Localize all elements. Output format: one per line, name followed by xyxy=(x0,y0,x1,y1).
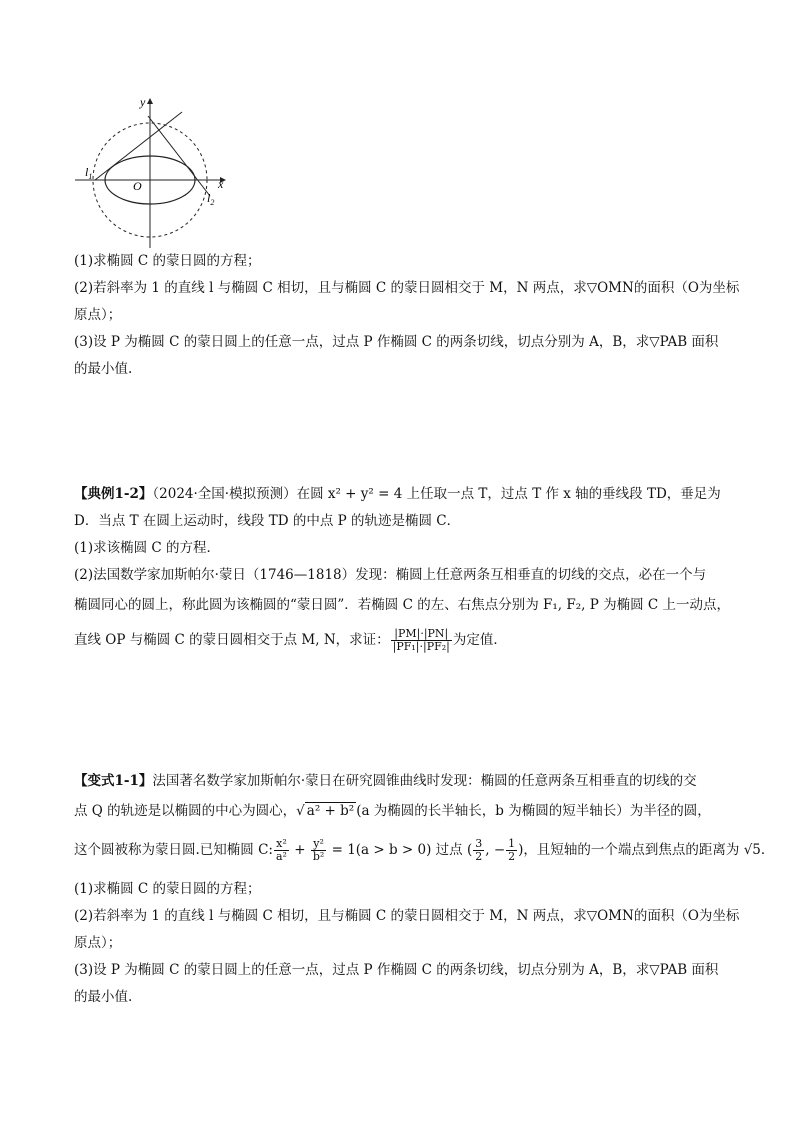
l1-label: $l_1$ xyxy=(85,165,93,181)
y-fraction: $\frac{\text{y²}}{\text{b²}}$ xyxy=(312,837,325,863)
part1-question-3-line-2: 的最小值. xyxy=(74,361,133,377)
example-question-2-line-1: (2)法国数学家加斯帕尔·蒙日（1746—1818）发现：椭圆上任意两条互相垂直的切线的交点，必在一个与 xyxy=(74,567,707,583)
example-question-1: (1)求该椭圆 C 的方程． xyxy=(74,540,221,556)
y-axis-arrow xyxy=(147,98,153,104)
part1-question-3-line-1: (3)设 P 为椭圆 C 的蒙日圆上的任意一点，过点 P 作椭圆 C 的两条切线，切点分别为 A，B，求▽PAB 面积 xyxy=(74,334,719,350)
example-tag: 【典例1-2】 xyxy=(74,486,153,502)
example-1-2-line-2: D．当点 T 在圆上运动时，线段 TD 的中点 P 的轨迹是椭圆 C． xyxy=(74,513,461,529)
point-x-fraction: $\frac{3}{2}$ xyxy=(475,837,483,863)
sqrt-expression: a² + b² xyxy=(306,803,355,819)
variant-tag: 【变式1-1】 xyxy=(74,773,153,789)
variant-question-3-line-2: 的最小值. xyxy=(74,989,133,1005)
variant-question-2-line-2: 原点）； xyxy=(74,935,122,951)
x-axis-label: x xyxy=(218,177,224,191)
example-question-2-line-2: 椭圆同心的圆上，称此圆为该椭圆的“蒙日圆”．若椭圆 C 的左、右焦点分别为 F₁, F₂, P 为椭圆 C 上一动点， xyxy=(74,597,731,613)
y-axis-label: y xyxy=(140,95,146,109)
variant-question-3-line-1: (3)设 P 为椭圆 C 的蒙日圆上的任意一点，过点 P 作椭圆 C 的两条切线，切点分别为 A，B，求▽PAB 面积 xyxy=(74,962,719,978)
variant-1-1-line-2: 点 Q 的轨迹是以椭圆的中心为圆心，√ a² + b² (a 为椭圆的长半轴长，b 为椭圆的短半轴长）为半径的圆， xyxy=(74,803,711,819)
variant-question-2-line-1: (2)若斜率为 1 的直线 l 与椭圆 C 相切，且与椭圆 C 的蒙日圆相交于 M，N 两点，求▽OMN的面积（O为坐标 xyxy=(74,908,740,924)
origin-label: O xyxy=(133,179,142,193)
x-fraction: $\frac{\text{x²}}{\text{a²}}$ xyxy=(275,837,287,863)
l2-label: $l_2$ xyxy=(207,191,215,207)
example-1-2-line-1: 【典例1-2】（2024·全国·模拟预测）在圆 x² + y² = 4 上任取一点 T，过点 T 作 x 轴的垂线段 TD，垂足为 xyxy=(74,486,721,502)
ellipse-mongé-circle-figure xyxy=(70,90,240,250)
tangent-line-l1 xyxy=(95,112,182,180)
ratio-fraction: $\frac{|PM|\cdot|PN|}{\text{|PF₁|·|PF₂|}}$ xyxy=(392,627,450,653)
variant-question-1: (1)求椭圆 C 的蒙日圆的方程； xyxy=(74,881,261,897)
part1-question-2-line-2: 原点）； xyxy=(74,307,122,323)
point-y-fraction: $\frac{1}{2}$ xyxy=(508,837,516,863)
part1-question-2-line-1: (2)若斜率为 1 的直线 l 与椭圆 C 相切，且与椭圆 C 的蒙日圆相交于 M，N 两点，求▽OMN的面积（O为坐标 xyxy=(74,280,740,296)
variant-1-1-line-1: 【变式1-1】法国著名数学家加斯帕尔·蒙日在研究圆锥曲线时发现：椭圆的任意两条互相垂直的切线的交 xyxy=(74,773,697,789)
example-question-2-line-3: 直线 OP 与椭圆 C 的蒙日圆相交于点 M, N，求证： $\frac{|PM|\cdot|PN|}{\text{|PF₁|·|PF₂|}}$ 为定值． xyxy=(74,627,507,653)
part1-question-1: (1)求椭圆 C 的蒙日圆的方程； xyxy=(74,253,261,269)
variant-1-1-line-3: 这个圆被称为蒙日圆.已知椭圆 C: $\frac{\text{x²}}{\text{a²}}$ + $\frac{\text{y²}}{\text{b²}}$ = 1(a > b > 0) 过点 ( $\frac{3}{2}$ , − $\frac{1}{2}$ )，且短轴的一个端点到焦点的距离为 √5． xyxy=(74,837,775,863)
